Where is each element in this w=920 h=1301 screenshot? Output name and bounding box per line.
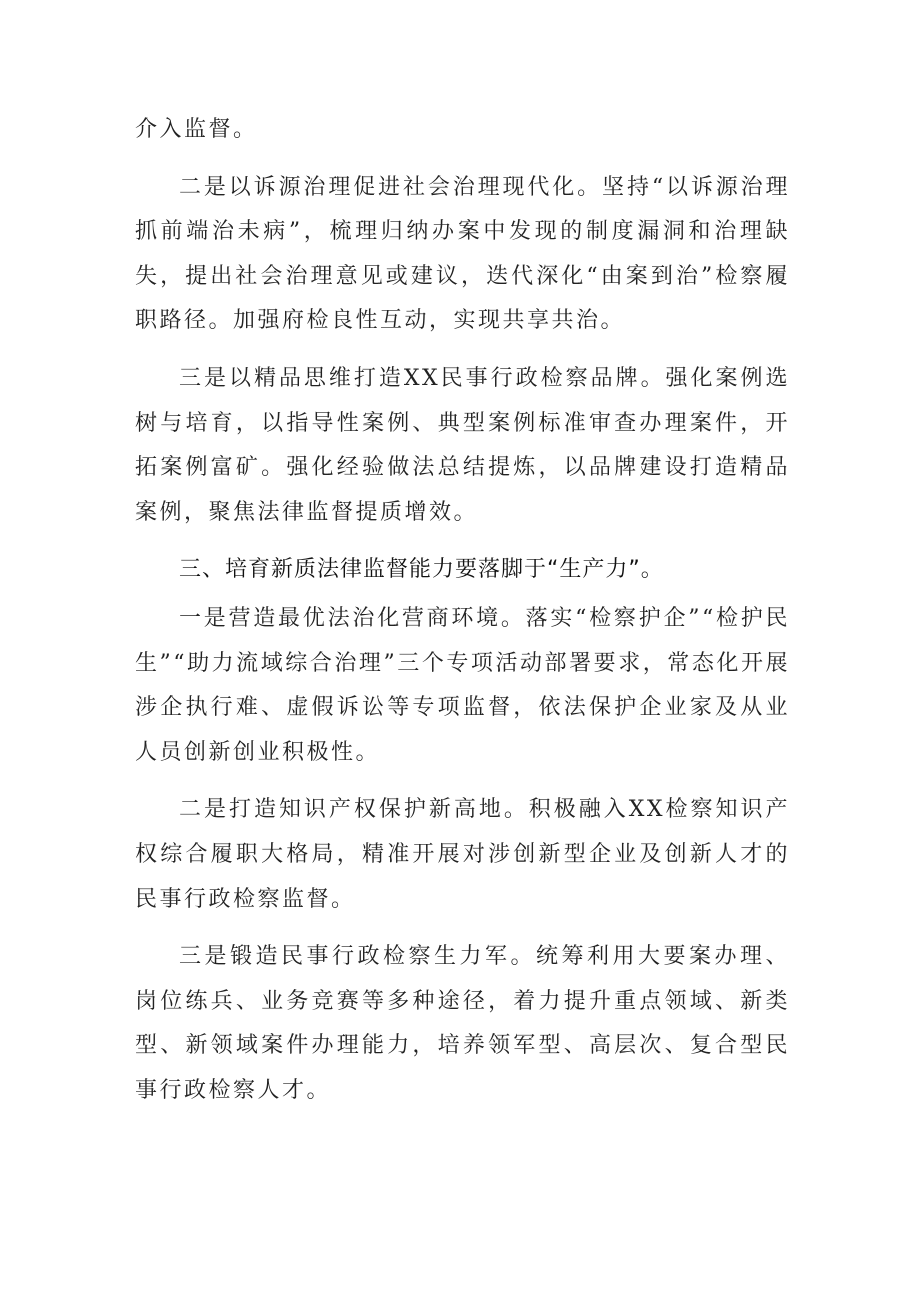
- paragraph-continuation: 介入监督。: [135, 117, 258, 142]
- document-body: [135, 108, 790, 1113]
- paragraph-gap: [135, 922, 790, 935]
- paragraph-gap: [135, 775, 790, 788]
- paragraph-gap: [135, 344, 790, 357]
- paragraph-quality-brand: 三是以精品思维打造XX民事行政检察品牌。强化案例选树与培育，以指导性案例、典型案例标准审查办理案件，开拓案例富矿。强化经验做法总结提炼，以品牌建设打造精品案例，聚焦法律监督提质增效。: [135, 365, 790, 525]
- paragraph-gap: [135, 153, 790, 166]
- paragraph-talent-force: 三是锻造民事行政检察生力军。统筹利用大要案办理、岗位练兵、业务竞赛等多种途径，着力提升重点领域、新类型、新领域案件办理能力，培养领军型、高层次、复合型民事行政检察人才。: [135, 944, 790, 1103]
- paragraph-litigation-source-governance: 二是以诉源治理促进社会治理现代化。坚持“以诉源治理抓前端治未病”，梳理归纳办案中发现的制度漏洞和治理缺失，提出社会治理意见或建议，迭代深化“由案到治”检察履职路径。加强府检良性互动，实现共享共治。: [135, 174, 790, 334]
- paragraph-gap: [135, 535, 790, 548]
- paragraph-ip-protection: 二是打造知识产权保护新高地。积极融入XX检察知识产权综合履职大格局，精准开展对涉创新型企业及创新人才的民事行政检察监督。: [135, 797, 790, 912]
- section-heading-productivity: 三、培育新质法律监督能力要落脚于“生产力”。: [179, 557, 664, 583]
- paragraph-business-environment: 一是营造最优法治化营商环境。落实“检察护企”“检护民生”“助力流域综合治理”三个专项活动部署要求，常态化开展涉企执行难、虚假诉讼等专项监督，依法保护企业家及从业人员创新创业积极性。: [135, 605, 790, 765]
